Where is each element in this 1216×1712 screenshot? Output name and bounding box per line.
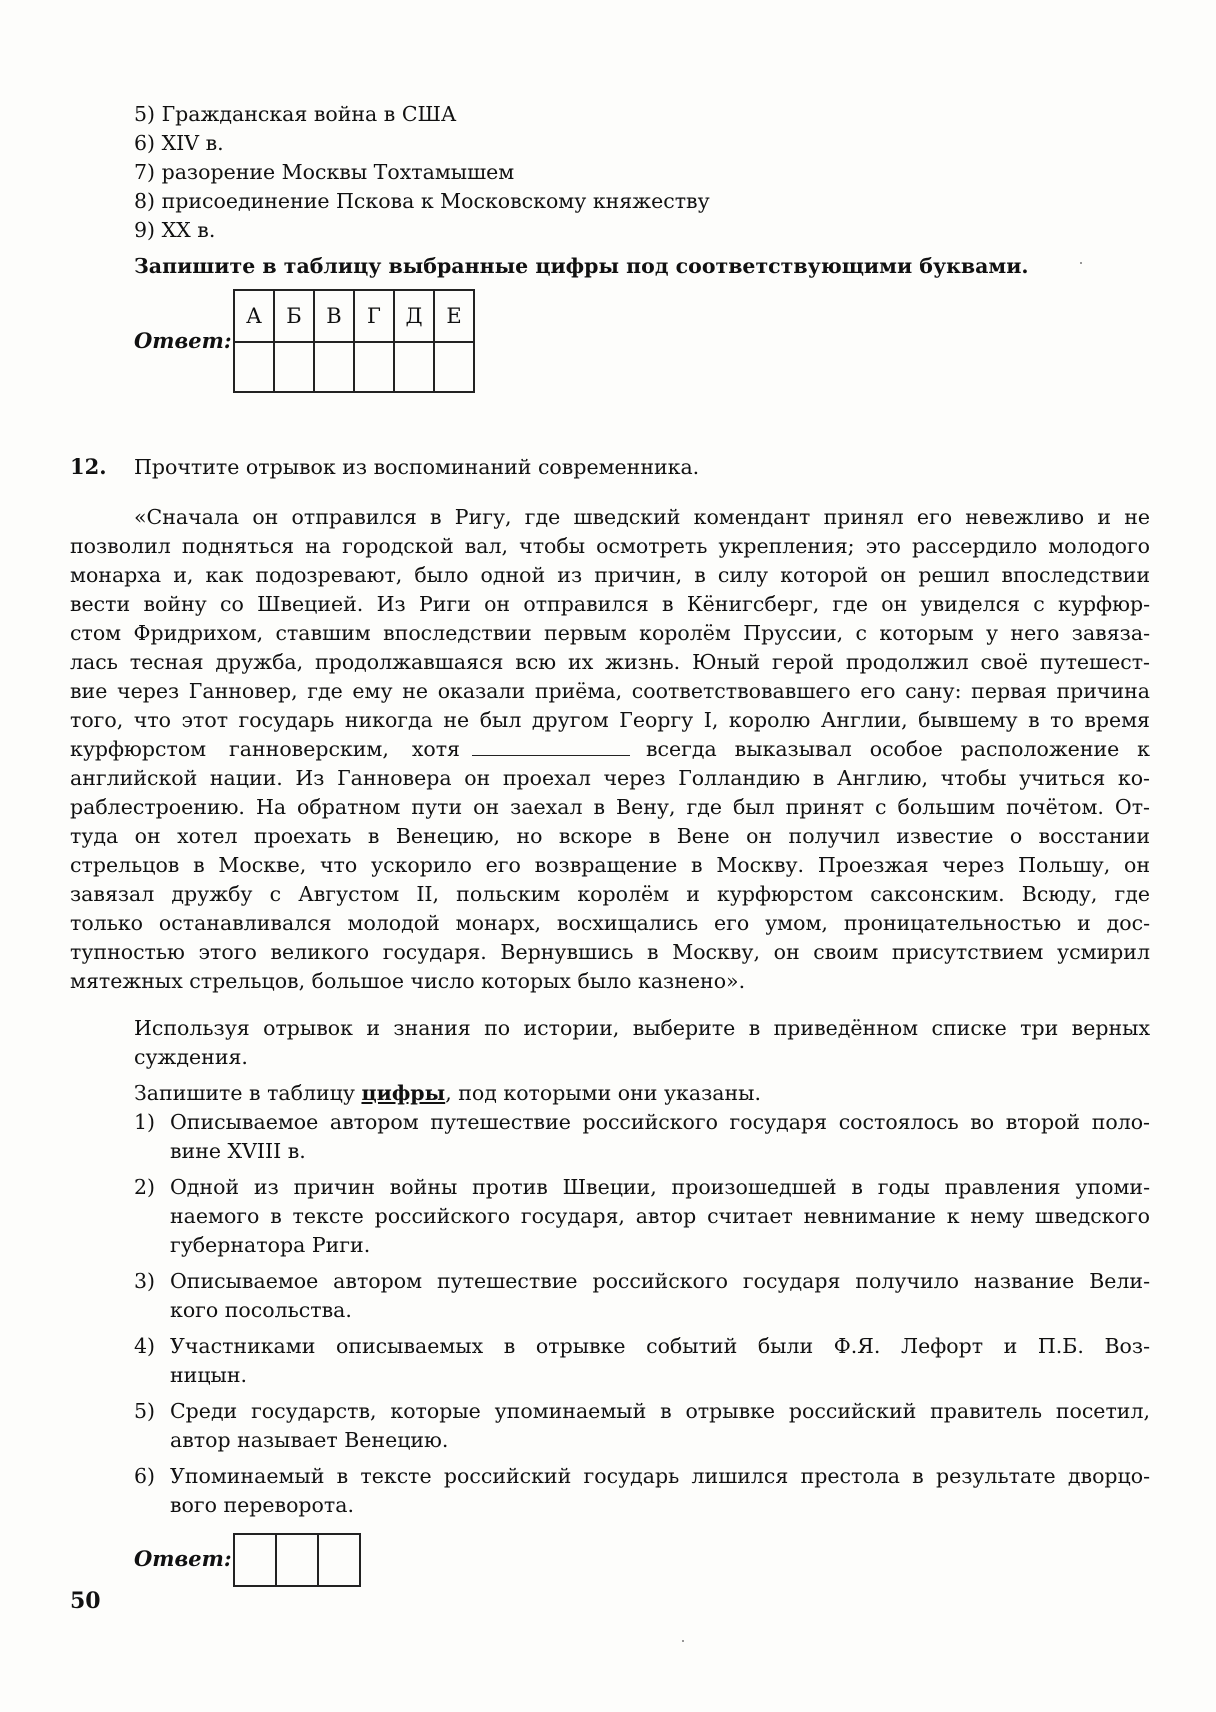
option-number: 4) <box>134 1334 156 1358</box>
list-item: 6) XIV в. <box>134 131 224 155</box>
answer-cell[interactable] <box>234 1534 276 1586</box>
excerpt-line: всегда выказывал особое расположение к <box>646 737 1150 761</box>
table-header-cell: В <box>314 290 354 342</box>
answer-cell[interactable] <box>276 1534 318 1586</box>
option-number: 2) <box>134 1175 156 1199</box>
answer-cell[interactable] <box>354 342 394 392</box>
task-title: Прочтите отрывок из воспоминаний современника. <box>134 455 700 479</box>
answer-cell[interactable] <box>394 342 434 392</box>
answer-cell[interactable] <box>234 342 274 392</box>
excerpt-line: монарха и, как подозревают, было одной из причин, в силу которой он решил впоследствии <box>70 563 1150 587</box>
answer-label: Ответ: <box>134 328 232 353</box>
option-line: кого посольства. <box>170 1298 352 1322</box>
instruction-line: Запишите в таблицу цифры, под которыми они указаны. <box>134 1081 761 1105</box>
excerpt-line: раблестроению. На обратном пути он заехал в Вену, где был принят с большим почётом. От- <box>70 795 1150 819</box>
option-line: вине XVIII в. <box>170 1139 306 1163</box>
table-header-cell: Г <box>354 290 394 342</box>
answer-table-digits <box>233 1533 361 1587</box>
excerpt-line: «Сначала он отправился в Ригу, где шведский комендант принял его невежливо и не <box>134 505 1150 529</box>
excerpt-line: стом Фридрихом, ставшим впоследствии первым королём Пруссии, с которым у него завяза- <box>70 621 1150 645</box>
option-number: 3) <box>134 1269 156 1293</box>
list-item: 9) XX в. <box>134 218 216 242</box>
excerpt-line: мятежных стрельцов, большое число которых было казнено». <box>70 969 746 993</box>
answer-table-letters <box>233 289 475 393</box>
emphasis-digits: цифры <box>361 1081 446 1105</box>
instruction-line: Используя отрывок и знания по истории, выберите в приведённом списке три верных <box>134 1016 1150 1040</box>
option-line: ницын. <box>170 1363 248 1387</box>
table-header-cell: А <box>234 290 274 342</box>
excerpt-line: вести войну со Швецией. Из Риги он отправился в Кёнигсберг, где он увиделся с курфюр- <box>70 592 1150 616</box>
list-item: 5) Гражданская война в США <box>134 102 457 126</box>
table-header-cell: Б <box>274 290 314 342</box>
option-line: Одной из причин войны против Швеции, произошедшей в годы правления упоми- <box>170 1175 1150 1199</box>
excerpt-line: курфюрстом ганноверским, хотя <box>70 737 460 761</box>
instruction-top: Запишите в таблицу выбранные цифры под соответствующими буквами. <box>134 254 1029 278</box>
option-line: Упоминаемый в тексте российский государь лишился престола в результате дворцо- <box>170 1464 1150 1488</box>
excerpt-line: стрельцов в Москве, что ускорило его возвращение в Москву. Проезжая через Польшу, он <box>70 853 1150 877</box>
option-number: 5) <box>134 1399 156 1423</box>
list-item: 8) присоединение Пскова к Московскому княжеству <box>134 189 710 213</box>
option-line: автор называет Венецию. <box>170 1428 449 1452</box>
answer-cell[interactable] <box>314 342 354 392</box>
option-line: Среди государств, которые упоминаемый в отрывке российский правитель посетил, <box>170 1399 1150 1423</box>
option-line: наемого в тексте российского государя, автор считает невнимание к нему шведского <box>170 1204 1150 1228</box>
option-line: губернатора Риги. <box>170 1233 371 1257</box>
answer-label: Ответ: <box>134 1546 232 1571</box>
excerpt-line: вие через Ганновер, где ему не оказали приёма, соответствовавшего его сану: первая причина <box>70 679 1150 703</box>
answer-cell[interactable] <box>318 1534 360 1586</box>
option-number: 1) <box>134 1110 156 1134</box>
task-number: 12. <box>70 454 107 479</box>
option-line: Участниками описываемых в отрывке событий были Ф.Я. Лефорт и П.Б. Воз- <box>170 1334 1150 1358</box>
page-number: 50 <box>70 1588 101 1614</box>
answer-cell[interactable] <box>434 342 474 392</box>
excerpt-line: туда он хотел проехать в Венецию, но вскоре в Вене он получил известие о восстании <box>70 824 1150 848</box>
excerpt-line: того, что этот государь никогда не был другом Георгу I, королю Англии, бывшему в то время <box>70 708 1150 732</box>
list-item: 7) разорение Москвы Тохтамышем <box>134 160 515 184</box>
table-header-cell: Д <box>394 290 434 342</box>
answer-blank[interactable] <box>472 734 630 764</box>
excerpt-line: тупностью этого великого государя. Вернувшись в Москву, он своим присутствием усмирил <box>70 940 1150 964</box>
excerpt-line: завязал дружбу с Августом II, польским королём и курфюрстом саксонским. Всюду, где <box>70 882 1150 906</box>
option-number: 6) <box>134 1464 156 1488</box>
excerpt-line: позволил подняться на городской вал, чтобы осмотреть укрепления; это рассердило молодого <box>70 534 1150 558</box>
excerpt-line: только останавливался молодой монарх, восхищались его умом, проницательностью и дос- <box>70 911 1150 935</box>
excerpt-line: английской нации. Из Ганновера он проехал через Голландию в Англию, чтобы учиться ко- <box>70 766 1150 790</box>
excerpt-line: лась тесная дружба, продолжавшаяся всю их жизнь. Юный герой продолжил своё путешест- <box>70 650 1150 674</box>
option-line: Описываемое автором путешествие российского государя получило название Вели- <box>170 1269 1150 1293</box>
instruction-line: суждения. <box>134 1045 248 1069</box>
option-line: вого переворота. <box>170 1493 354 1517</box>
scan-speck <box>1080 262 1082 264</box>
table-header-cell: Е <box>434 290 474 342</box>
option-line: Описываемое автором путешествие российского государя состоялось во второй поло- <box>170 1110 1150 1134</box>
answer-cell[interactable] <box>274 342 314 392</box>
scan-speck <box>682 1640 684 1642</box>
